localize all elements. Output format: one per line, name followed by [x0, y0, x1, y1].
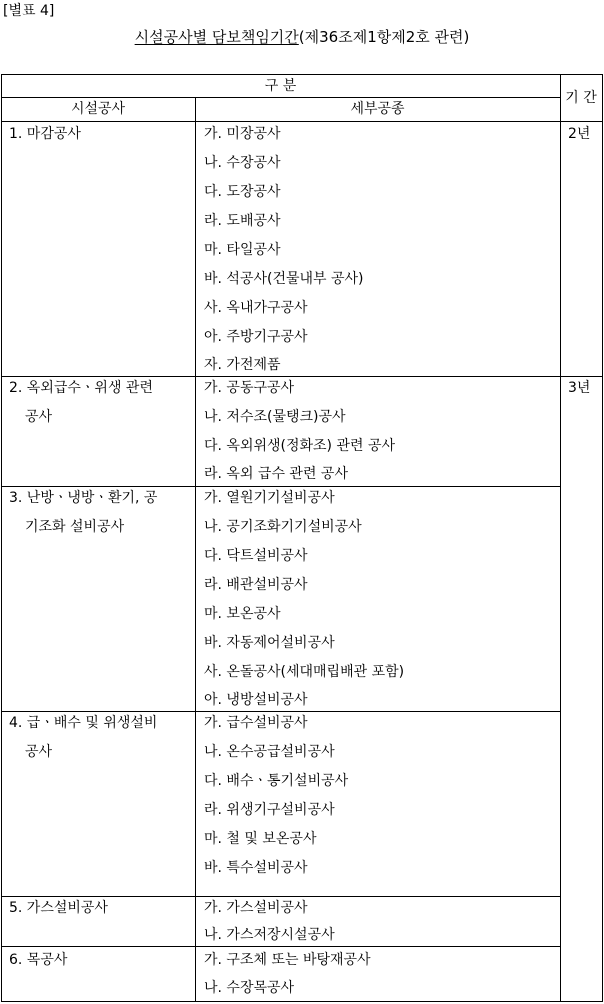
detail-item: 자. 가전제품 — [204, 357, 281, 373]
header-bottom-border — [1, 121, 602, 122]
detail-item: 가. 공동구공사 — [204, 380, 295, 396]
facility-5: 5. 가스설비공사 — [9, 900, 108, 916]
detail-item: 바. 자동제어설비공사 — [204, 635, 335, 651]
detail-item: 라. 도배공사 — [204, 213, 281, 229]
table-border-left — [1, 74, 2, 1002]
period-1: 2년 — [568, 126, 591, 142]
detail-item: 바. 석공사(건물내부 공사) — [204, 271, 364, 287]
row-divider-2 — [1, 486, 560, 487]
detail-item: 가. 급수설비공사 — [204, 715, 308, 731]
column-divider-period — [560, 74, 561, 1002]
facility-4-line-1: 4. 급ㆍ배수 및 위생설비 — [9, 715, 158, 731]
header-group: 구 분 — [264, 78, 297, 94]
detail-item: 가. 가스설비공사 — [204, 900, 308, 916]
row-divider-4 — [1, 896, 560, 897]
title-sub: (제36조제1항제2호 관련) — [298, 28, 470, 46]
header-divider — [1, 97, 560, 98]
detail-item: 가. 열원기기설비공사 — [204, 490, 335, 506]
document-title — [0, 27, 604, 47]
annex-tag: [별표 4] — [3, 3, 55, 19]
title-main: 시설공사별 담보책임기간 — [134, 28, 299, 46]
detail-item: 아. 냉방설비공사 — [204, 692, 308, 708]
period-divider — [560, 376, 602, 377]
row-divider-3 — [1, 711, 560, 712]
column-divider-facility — [195, 97, 196, 1002]
facility-2-line-1: 2. 옥외급수ㆍ위생 관련 — [9, 380, 153, 396]
detail-item: 다. 닥트설비공사 — [204, 548, 308, 564]
detail-item: 다. 도장공사 — [204, 184, 281, 200]
detail-item: 가. 미장공사 — [204, 126, 281, 142]
period-2: 3년 — [568, 380, 591, 396]
detail-item: 나. 수장목공사 — [204, 980, 295, 996]
table-border-right — [602, 74, 603, 1002]
facility-6: 6. 목공사 — [9, 952, 68, 968]
row-divider-1 — [1, 376, 560, 377]
facility-4-line-2: 공사 — [25, 744, 53, 760]
detail-item: 마. 보온공사 — [204, 606, 281, 622]
detail-item: 라. 옥외 급수 관련 공사 — [204, 466, 348, 482]
facility-3-line-2: 기조화 설비공사 — [25, 519, 125, 535]
detail-item: 나. 가스저장시설공사 — [204, 927, 335, 943]
row-divider-5 — [1, 946, 560, 947]
header-period: 기 간 — [565, 90, 597, 106]
detail-item: 나. 저수조(물탱크)공사 — [204, 409, 346, 425]
header-detail: 세부공종 — [350, 101, 405, 117]
detail-item: 라. 배관설비공사 — [204, 577, 308, 593]
table-border-bottom — [1, 1001, 602, 1002]
detail-item: 사. 옥내가구공사 — [204, 300, 308, 316]
table-border-top — [1, 74, 602, 75]
facility-3-line-1: 3. 난방ㆍ냉방ㆍ환기, 공 — [9, 490, 158, 506]
detail-item: 나. 온수공급설비공사 — [204, 744, 335, 760]
detail-item: 라. 위생기구설비공사 — [204, 802, 335, 818]
detail-item: 마. 타일공사 — [204, 242, 281, 258]
detail-item: 바. 특수설비공사 — [204, 860, 308, 876]
detail-item: 나. 공기조화기기설비공사 — [204, 519, 362, 535]
header-facility: 시설공사 — [70, 101, 126, 117]
detail-item: 아. 주방기구공사 — [204, 329, 308, 345]
facility-2-line-2: 공사 — [25, 409, 53, 425]
detail-item: 가. 구조체 또는 바탕재공사 — [204, 952, 371, 968]
detail-item: 사. 온돌공사(세대매립배관 포함) — [204, 664, 405, 680]
detail-item: 마. 철 및 보온공사 — [204, 831, 317, 847]
detail-item: 다. 옥외위생(정화조) 관련 공사 — [204, 438, 396, 454]
warranty-table — [1, 74, 603, 1002]
detail-item: 나. 수장공사 — [204, 155, 281, 171]
facility-1: 1. 마감공사 — [9, 126, 81, 142]
detail-item: 다. 배수ㆍ통기설비공사 — [204, 773, 349, 789]
